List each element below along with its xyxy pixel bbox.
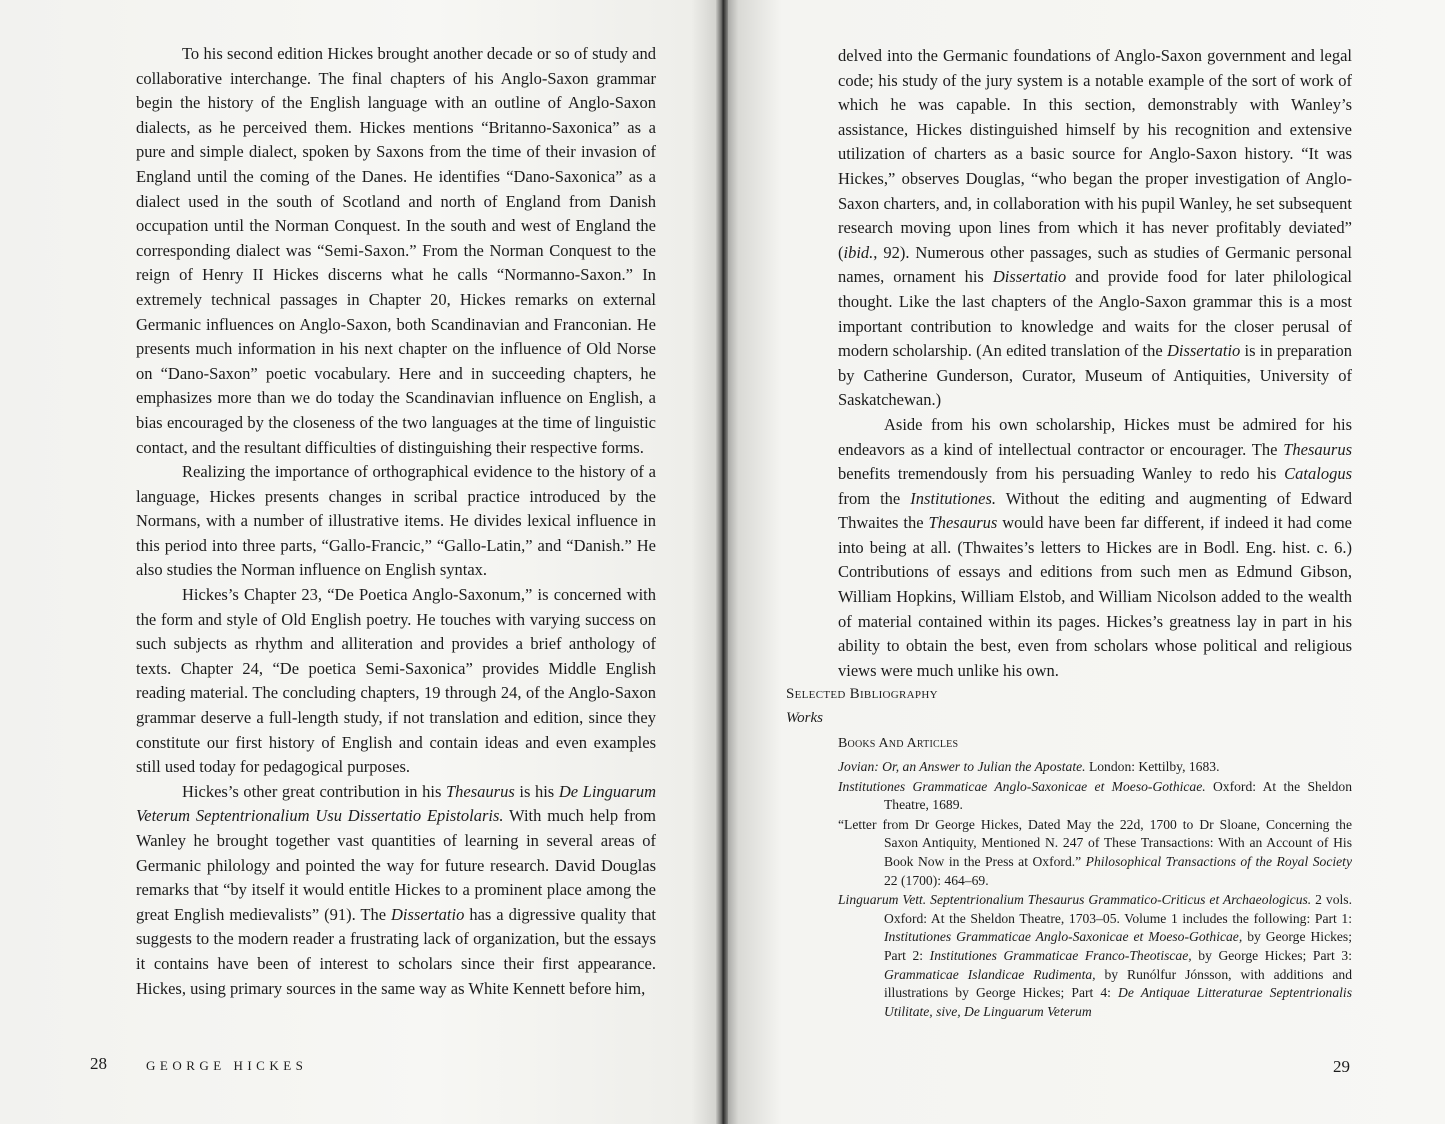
text-run: delved into the Germanic foundations of Anglo-Saxon government and legal code; his study of the jury system is a notable example of the sort of work of which he was capable. In this section, demonstrably with Wanley’s assistance, Hickes distinguished himself by his recognition and extensive utilization of charters as a basic source for Anglo-Saxon history. “It was Hickes,” observes Douglas, “who began the proper investigation of Anglo-Saxon charters, and, in collaboration with his pupil Wanley, he set subsequent research moving upon lines from which it has never profitably deviated” ( — [838, 46, 1352, 262]
title-italic: Institutiones Grammaticae Franco-Theotiscae, — [929, 947, 1192, 963]
bibliography-section-heading: Books And Articles — [838, 736, 959, 751]
text-run: , 92). Numerous other passages, such as studies of Germanic personal names, ornament his — [838, 242, 1352, 287]
title-italic: Thesaurus — [1283, 439, 1352, 459]
title-italic: Dissertatio — [391, 904, 465, 924]
paragraph: Realizing the importance of orthographical evidence to the history of a language, Hickes presents changes in scribal practice introduced by the Normans, with a number of illustrative items. He divides lexical influence in this period into three parts, “Gallo-Francic,” “Gallo-Latin,” and “Danish.” He also studies the Norman influence on English syntax. — [136, 462, 656, 580]
paragraph: Hickes’s Chapter 23, “De Poetica Anglo-Saxonum,” is concerned with the form and style of Old English poetry. He touches with varying success on such subjects as rhythm and alliteration and provides a brief anthology of texts. Chapter 24, “De poetica Semi-Saxonica” provides Middle English reading material. The concluding chapters, 19 through 24, of the Anglo-Saxon grammar deserve a full-length study, if not translation and edition, since they constitute our first history of English and contain ideas and even examples still used today for pedagogical purposes. — [136, 585, 656, 777]
paragraph: To his second edition Hickes brought another decade or so of study and collaborative interchange. The final chapters of his Anglo-Saxon grammar begin the history of the English language with an outline of Anglo-Saxon dialects, as he perceived them. Hickes mentions “Britanno-Saxonica” as a pure and simple dialect, spoken by Saxons from the time of their invasion of England until the coming of the Danes. He identifies “Dano-Saxonica” as a dialect used in the south of Scotland and north of England from Danish occupation until the Norman Conquest. In the south and west of England the corresponding dialect was “Semi-Saxon.” From the Norman Conquest to the reign of Henry II Hickes discerns what he calls “Normanno-Saxon.” In extremely technical passages in Chapter 20, Hickes remarks on external Germanic influences on Anglo-Saxon, both Scandinavian and Franconian. He presents much information in his next chapter on the influence of Old Norse on “Dano-Saxon” poetic vocabulary. Here and in succeeding chapters, he emphasizes more than we do today the Scandinavian influence on English, a bias encouraged by the closeness of the two languages at the time of linguistic contact, and the resultant difficulties of distinguishing their respective forms. — [136, 44, 656, 457]
title-italic: De Linguarum Veterum Septentrionalium Usu Dissertatio Epistolaris. — [136, 781, 656, 826]
book-gutter — [716, 0, 728, 1124]
title-italic: Philosophical Transactions of the Royal Society — [1085, 853, 1352, 869]
text-run: and provide food for later philological thought. Like the last chapters of the Anglo-Saxon grammar this is a most important contribution to knowledge and waits for the closer perusal of modern scholarship. (An edited translation of the — [838, 267, 1353, 361]
title-italic: Grammaticae Islandicae Rudimenta, — [884, 966, 1096, 982]
text-run: Aside from his own scholarship, Hickes must be admired for his endeavors as a kind of intellectual contractor or encourager. The — [838, 414, 1352, 459]
paragraph — [838, 44, 1352, 413]
bibliography-list — [838, 758, 1352, 1021]
bibliography-entry — [838, 816, 1352, 890]
paragraph — [136, 780, 656, 1001]
bibliography-heading: Selected Bibliography — [786, 686, 938, 702]
bibliography-entry — [838, 778, 1352, 815]
bibliography-subheading: Works — [786, 710, 823, 726]
text-run: has a digressive quality that suggests to the modern reader a frustrating lack of organization, but the essays it contains have been of interest to scholars since their first appearance. Hickes, using primary sources in the same way as White Kennett before him, — [136, 904, 656, 998]
text-run: by George Hickes; Part 2: — [884, 929, 1352, 963]
bibliography-entry — [838, 891, 1352, 1021]
title-italic: Thesaurus — [446, 781, 515, 801]
bibliography-entry — [838, 758, 1352, 777]
title-italic: Institutiones Grammaticae Anglo-Saxonicae et Moeso-Gothicae. — [838, 778, 1206, 794]
title-italic: Jovian: Or, an Answer to Julian the Apostate. — [838, 759, 1086, 774]
paragraph — [838, 413, 1352, 684]
running-head: GEORGE HICKES — [146, 1058, 308, 1073]
text-run: With much help from Wanley he brought together vast quantities of learning in several areas of Germanic philology and pointed the way for future research. David Douglas remarks that “by itself it would entitle Hickes to a prominent place among the great English medievalists” (91). The — [136, 806, 656, 924]
title-italic: Institutiones Grammaticae Anglo-Saxonicae et Moeso-Gothicae, — [884, 929, 1243, 945]
text-run: benefits tremendously from his persuading Wanley to redo his — [838, 464, 1285, 484]
text-run: would have been far different, if indeed it had come into being at all. (Thwaites’s letters to Hickes are in Bodl. Eng. hist. c. 6.) Contributions of essays and editions from such men as Edmund Gibson, William Hopkins, William Elstob, and William Nicolson added to the wealth of material contained within its pages. Hickes’s greatness lay in part in his ability to obtain the best, even from scholars whose political and religious views were much unlike his own. — [838, 513, 1352, 680]
title-italic: Catalogus — [1284, 464, 1352, 484]
text-run: is in preparation by Catherine Gunderson, Curator, Museum of Antiquities, University of Saskatchewan.) — [838, 341, 1352, 410]
text-run: 22 (1700): 464–69. — [884, 872, 989, 888]
right-page-body — [838, 44, 1352, 683]
text-run: from the — [838, 488, 911, 508]
page-number-right: 29 — [1333, 1057, 1350, 1076]
title-italic: Dissertatio — [992, 267, 1067, 287]
text-run: by Runólfur Jónsson, with additions and illustrations by George Hickes; Part 4: — [884, 966, 1352, 1001]
text-run: Oxford: At the Sheldon Theatre, 1689. — [884, 778, 1352, 813]
text-run: Hickes’s other great contribution in his — [182, 781, 446, 801]
title-italic: ibid. — [843, 242, 874, 262]
title-italic: De Antiquae Litteraturae Septentrionalis Utilitate, sive, De Linguarum Veterum — [884, 985, 1352, 1019]
title-italic: Thesaurus — [928, 513, 998, 533]
title-italic: Dissertatio — [1166, 341, 1241, 361]
text-run: “Letter from Dr George Hickes, Dated May the 22d, 1700 to Dr Sloane, Concerning the Saxon Antiquity, Mentioned N. 247 of These Transactions: With an Account of His Book Now in the Press at Oxford.” — [838, 816, 1352, 869]
text-run: Without the editing and augmenting of Edward Thwaites the — [838, 488, 1353, 533]
text-run: 2 vols. Oxford: At the Sheldon Theatre, 1703–05. Volume 1 includes the following: Part 1: — [884, 892, 1352, 926]
text-run: by George Hickes; Part 3: — [1191, 947, 1352, 963]
page-number-left: 28 — [90, 1054, 107, 1073]
title-italic: Linguarum Vett. Septentrionalium Thesaurus Grammatico-Criticus et Archaeologicus. — [838, 892, 1312, 908]
text-run: is his — [514, 781, 559, 801]
text-run: London: Kettilby, 1683. — [1085, 759, 1220, 774]
title-italic: Institutiones. — [910, 488, 996, 508]
left-page-body — [136, 42, 656, 1001]
